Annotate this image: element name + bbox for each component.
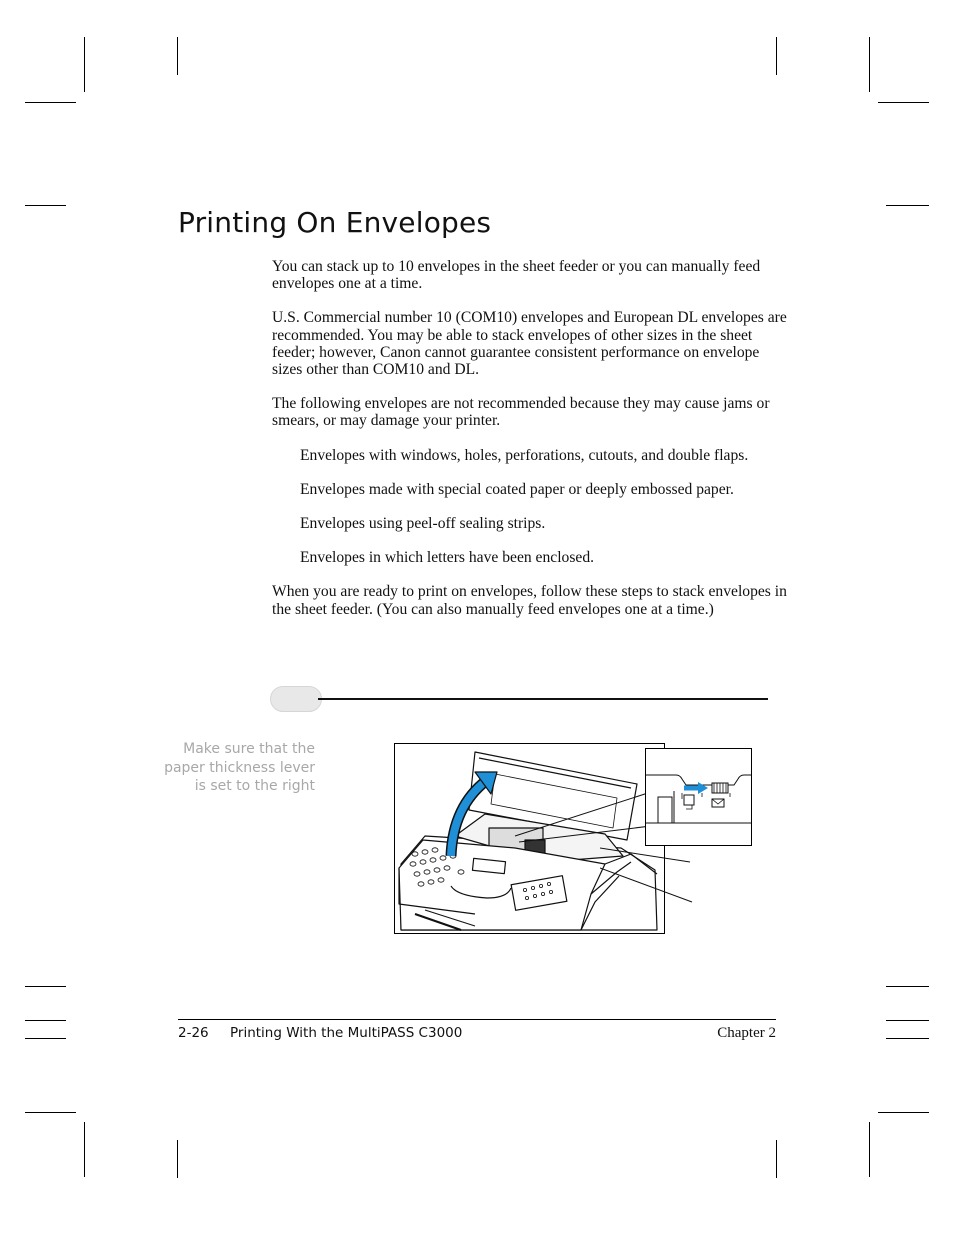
crop-mark xyxy=(25,986,66,987)
page-title: Printing On Envelopes xyxy=(178,206,492,239)
list-item: Envelopes using peel-off sealing strips. xyxy=(300,515,546,533)
crop-mark xyxy=(84,1122,85,1177)
crop-mark xyxy=(869,1122,870,1177)
crop-mark xyxy=(886,1038,929,1039)
crop-mark xyxy=(886,1020,929,1021)
lever-detail-drawing xyxy=(646,749,751,845)
step-divider xyxy=(318,698,768,700)
crop-mark xyxy=(25,1020,66,1021)
crop-mark xyxy=(84,37,85,92)
list-item: Envelopes with windows, holes, perforations, cutouts, and double flaps. xyxy=(300,446,749,464)
crop-mark xyxy=(886,986,929,987)
crop-mark xyxy=(776,1140,777,1178)
crop-mark xyxy=(25,102,76,103)
crop-mark xyxy=(25,205,66,206)
step-marker xyxy=(270,686,322,712)
recommended-paragraph: U.S. Commercial number 10 (COM10) envelopes and European DL envelopes are recommended. You may be able to stack envelopes of other sizes in the sheet feeder; however, Canon cannot guarantee consistent performance on envelope sizes other than COM10 and DL. xyxy=(272,309,787,379)
intro-paragraph: You can stack up to 10 envelopes in the sheet feeder or you can manually feed envelopes one at a time. xyxy=(272,258,761,293)
crop-mark xyxy=(776,37,777,75)
body-text xyxy=(272,258,792,618)
crop-mark xyxy=(878,1112,929,1113)
pointer-lines xyxy=(600,840,700,910)
crop-mark xyxy=(25,1038,66,1039)
not-recommended-paragraph: The following envelopes are not recommended because they may cause jams or smears, or may damage your printer. xyxy=(272,395,770,430)
footer-chapter: Chapter 2 xyxy=(717,1025,776,1041)
footer-divider xyxy=(178,1019,776,1020)
crop-mark xyxy=(25,1112,76,1113)
list-item: Envelopes made with special coated paper or deeply embossed paper. xyxy=(300,480,734,498)
ready-paragraph: When you are ready to print on envelopes, follow these steps to stack envelopes in the sheet feeder. (You can also manually feed envelopes one at a time.) xyxy=(272,583,787,618)
envelope-list xyxy=(300,447,792,567)
lever-detail-inset xyxy=(645,748,752,846)
step-note: Make sure that the paper thickness lever is set to the right xyxy=(164,741,315,795)
crop-mark xyxy=(177,1140,178,1178)
crop-mark xyxy=(177,37,178,75)
page-number: 2-26 xyxy=(178,1025,209,1041)
crop-mark xyxy=(886,205,929,206)
footer-section-title: Printing With the MultiPASS C3000 xyxy=(230,1025,463,1041)
list-item: Envelopes in which letters have been enclosed. xyxy=(300,549,595,567)
footer-left xyxy=(178,1025,462,1041)
crop-mark xyxy=(869,37,870,92)
crop-mark xyxy=(878,102,929,103)
